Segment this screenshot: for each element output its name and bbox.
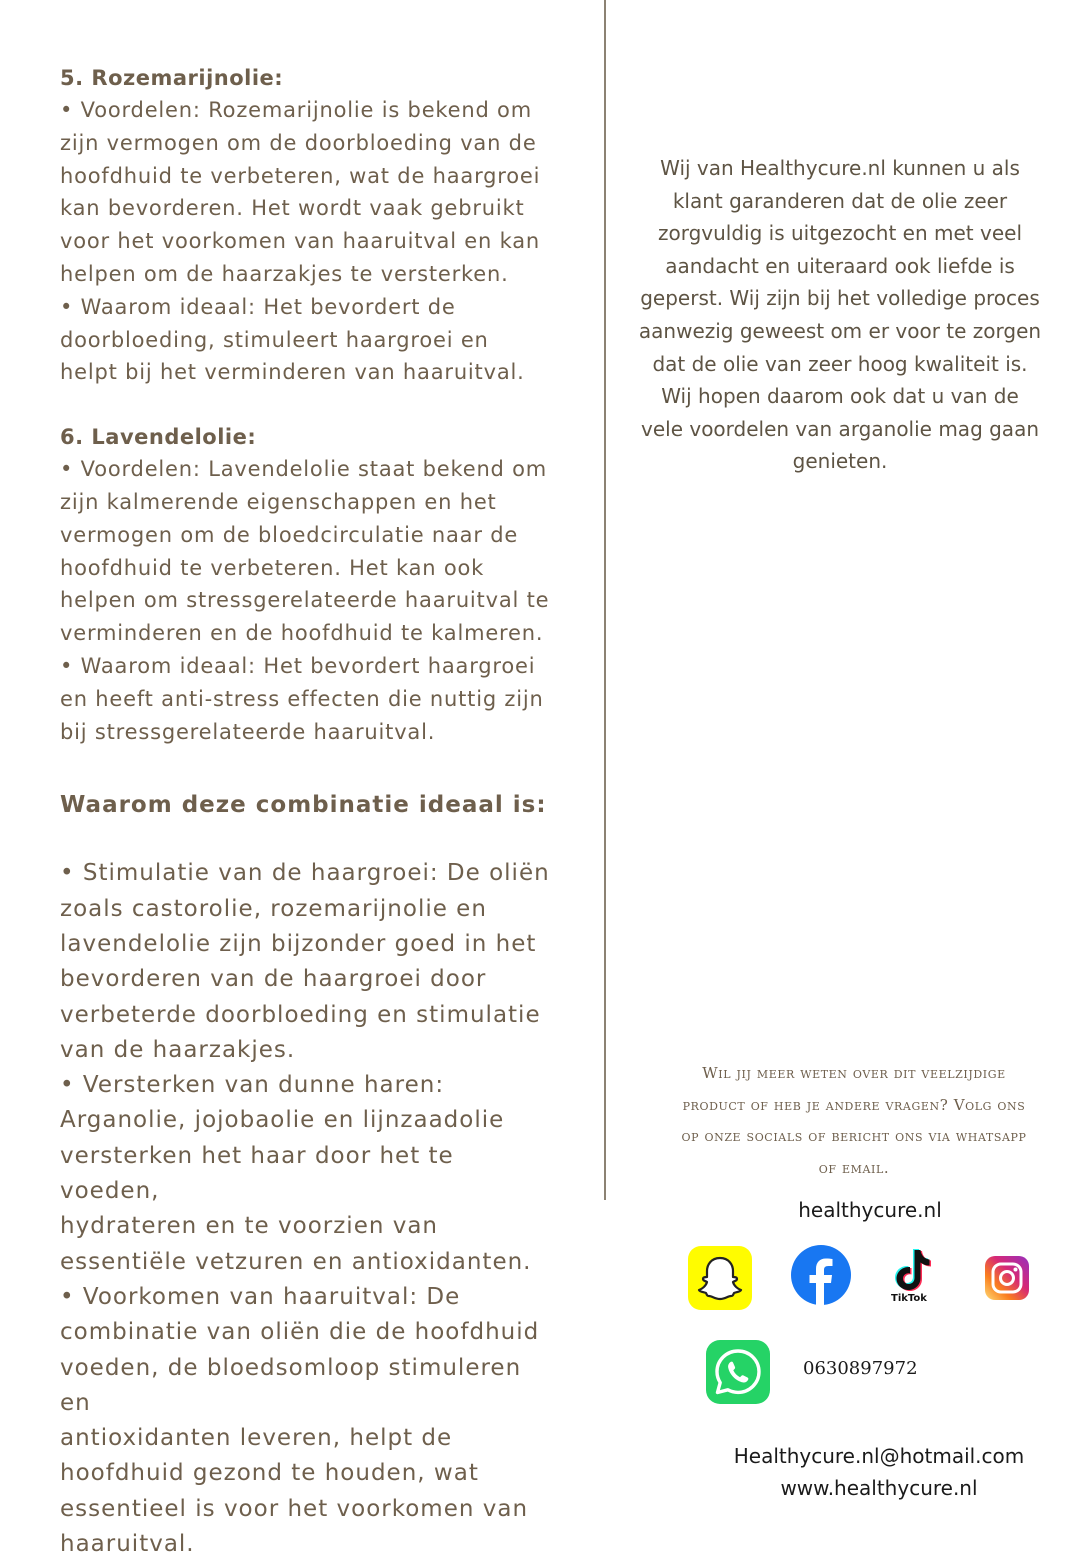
text-line: essentieel is voor het voorkomen van xyxy=(60,1495,529,1522)
contact-call-to-action xyxy=(640,1058,1068,1184)
combination-title: Waarom deze combinatie ideaal is: xyxy=(60,792,547,819)
text-line: hoofdhuid gezond te houden, wat xyxy=(60,1460,479,1487)
text-line: van de haarzakjes. xyxy=(60,1036,296,1063)
text-line: verbeterde doorbloeding en stimulatie xyxy=(60,1001,541,1028)
text-line: • Waarom ideaal: Het bevordert de xyxy=(60,294,456,319)
rozemarijnolie-text xyxy=(60,94,560,389)
text-line: helpen om de haarzakjes te versterken. xyxy=(60,261,509,286)
text-line: Wij hopen daarom ook dat u van de xyxy=(661,384,1019,409)
text-line: aandacht en uiteraard ook liefde is xyxy=(665,253,1015,278)
text-line: essentiële vetzuren en antioxidanten. xyxy=(60,1248,532,1275)
text-line: hoofdhuid te verbeteren. Het kan ook xyxy=(60,555,485,580)
instagram-icon[interactable] xyxy=(985,1256,1029,1300)
text-line: zijn kalmerende eigenschappen en het xyxy=(60,489,497,514)
text-line: • Voordelen: Rozemarijnolie is bekend om xyxy=(60,98,532,122)
lavendelolie-text xyxy=(60,453,560,748)
text-line: en heeft anti-stress effecten die nuttig zijn xyxy=(60,686,544,711)
facebook-icon[interactable] xyxy=(790,1244,852,1306)
text-line: vele voordelen van arganolie mag gaan xyxy=(641,416,1039,441)
combination-text xyxy=(60,856,560,1562)
section-title-rozemarijnolie: 5. Rozemarijnolie: xyxy=(60,66,284,90)
text-line: Arganolie, jojobaolie en lijnzaadolie xyxy=(60,1107,505,1134)
text-line: • Waarom ideaal: Het bevordert haargroei xyxy=(60,653,536,678)
text-line: • Voorkomen van haaruitval: De xyxy=(60,1283,461,1310)
tiktok-label: TikTok xyxy=(891,1293,927,1304)
text-line: vermogen om de bloedcirculatie naar de xyxy=(60,522,519,547)
guarantee-text xyxy=(630,152,1050,478)
text-line: Wij van Healthycure.nl kunnen u als xyxy=(660,156,1020,180)
text-line: bevorderen van de haargroei door xyxy=(60,966,487,993)
text-line: dat de olie van zeer hoog kwaliteit is. xyxy=(652,351,1028,376)
left-column xyxy=(60,62,560,1562)
text-line: verminderen en de hoofdhuid te kalmeren. xyxy=(60,621,544,646)
snapchat-icon[interactable] xyxy=(688,1246,752,1310)
contact-block xyxy=(700,1440,1058,1504)
text-line: aanwezig geweest om er voor te zorgen xyxy=(638,318,1042,343)
social-handle[interactable]: healthycure.nl xyxy=(798,1198,942,1222)
text-line: hydrateren en te voorzien van xyxy=(60,1213,439,1240)
text-line: haaruitval. xyxy=(60,1530,195,1557)
text-line: antioxidanten leveren, helpt de xyxy=(60,1425,453,1452)
text-line: • Stimulatie van de haargroei: De oliën xyxy=(60,860,550,887)
text-line: voeden, de bloedsomloop stimuleren en xyxy=(60,1354,522,1416)
text-line: hoofdhuid te verbeteren, wat de haargroei xyxy=(60,163,541,188)
column-divider xyxy=(604,0,606,1200)
text-line: • Voordelen: Lavendelolie staat bekend om xyxy=(60,457,548,482)
text-line: lavendelolie zijn bijzonder goed in het xyxy=(60,930,537,957)
whatsapp-icon[interactable] xyxy=(706,1340,770,1404)
text-line: op onze socials of bericht ons via whatsapp xyxy=(681,1127,1027,1145)
text-line: zorgvuldig is uitgezocht en met veel xyxy=(657,221,1022,246)
text-line: voor het voorkomen van haaruitval en kan xyxy=(60,229,540,254)
section-title-lavendelolie: 6. Lavendelolie: xyxy=(60,425,257,450)
text-line: product of heb je andere vragen? Volg ons xyxy=(682,1095,1026,1114)
text-line: Wil jij meer weten over dit veelzijdige xyxy=(702,1064,1006,1082)
text-line: kan bevorderen. Het wordt vaak gebruikt xyxy=(60,196,525,221)
text-line: zoals castorolie, rozemarijnolie en xyxy=(60,895,487,922)
text-line: genieten. xyxy=(792,449,888,474)
text-line: of email. xyxy=(818,1158,890,1177)
text-line: versterken het haar door het te voeden, xyxy=(60,1142,454,1205)
text-line: helpt bij het verminderen van haaruitval. xyxy=(60,360,525,385)
text-line: zijn vermogen om de doorbloeding van de xyxy=(60,130,537,155)
text-line: • Versterken van dunne haren: xyxy=(60,1072,445,1099)
text-line: doorbloeding, stimuleert haargroei en xyxy=(60,327,489,352)
text-line: bij stressgerelateerde haaruitval. xyxy=(60,719,436,744)
email-address[interactable]: Healthycure.nl@hotmail.com xyxy=(733,1444,1025,1468)
phone-number[interactable]: 0630897972 xyxy=(803,1358,918,1379)
text-line: geperst. Wij zijn bij het volledige proces xyxy=(640,286,1040,311)
text-line: helpen om stressgerelateerde haaruitval te xyxy=(60,588,550,613)
website-link[interactable]: www.healthycure.nl xyxy=(780,1476,978,1500)
text-line: klant garanderen dat de olie zeer xyxy=(672,188,1008,213)
text-line: combinatie van oliën die de hoofdhuid xyxy=(60,1319,540,1346)
tiktok-icon[interactable] xyxy=(884,1244,934,1304)
